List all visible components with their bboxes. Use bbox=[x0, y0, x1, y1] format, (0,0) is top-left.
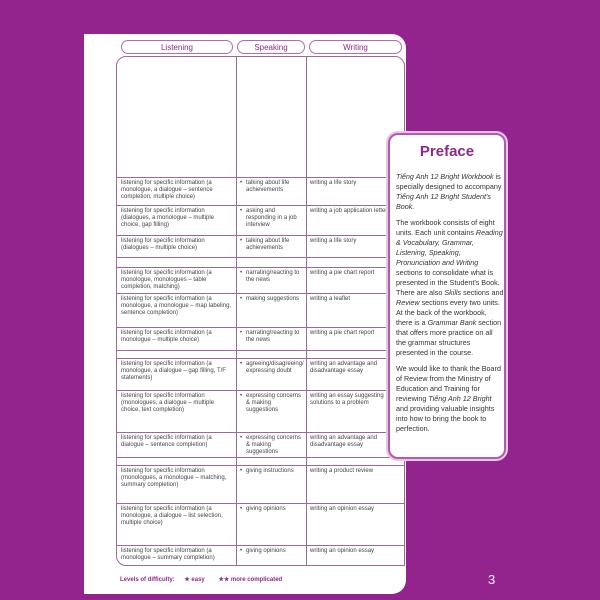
preface-text: sections every two units. At the back of the workbook, there is a bbox=[396, 298, 500, 327]
listening-cell: listening for specific information (a monologue, a dialogue – list selection, multiple choice) bbox=[121, 506, 223, 527]
section-name: Review bbox=[396, 298, 420, 307]
preface-box bbox=[388, 133, 506, 459]
speaking-cell: • asking and responding in a job interview bbox=[240, 208, 304, 230]
writing-cell: writing an opinion essay bbox=[310, 548, 375, 554]
preface-text: sections and bbox=[461, 288, 504, 297]
writing-cell: writing a pie chart report bbox=[310, 270, 375, 276]
writing-cell: writing a pie chart report bbox=[310, 330, 375, 336]
table-row bbox=[117, 177, 405, 205]
table-row bbox=[117, 545, 405, 566]
book-title: Tiếng Anh 12 Bright Student's Book. bbox=[396, 192, 491, 211]
writing-cell: writing a life story bbox=[310, 238, 357, 244]
writing-cell: writing an advantage and disadvantage essay bbox=[310, 361, 378, 375]
writing-cell: writing an advantage and disadvantage essay bbox=[310, 435, 378, 449]
section-name: Skills bbox=[444, 288, 462, 297]
listening-cell: listening for specific information (a monologue, a dialogue – gap filling, T/F statements) bbox=[121, 361, 226, 382]
speaking-cell: • narrating/reacting to the news bbox=[240, 270, 304, 284]
preface-text: is specially designed to accompany bbox=[396, 172, 502, 191]
difficulty-easy: ★ easy bbox=[184, 577, 205, 583]
preface-title: Preface bbox=[419, 143, 475, 160]
preface-text: and providing valuable insights into how to bring the book to perfection. bbox=[396, 404, 495, 433]
column-header-listening: Listening bbox=[121, 40, 233, 54]
table-row bbox=[117, 432, 405, 457]
skills-table bbox=[116, 56, 405, 566]
speaking-cell: • expressing concerns & making suggestions bbox=[240, 393, 304, 415]
difficulty-complicated: ★★ more complicated bbox=[218, 577, 283, 583]
preface-text: sections to consolidate what is presented in the Student's Book. There are also bbox=[396, 268, 500, 297]
listening-cell: listening for specific information (a monologue, monologues – table completion, matching) bbox=[121, 270, 212, 291]
preface-text: section that offers more practice on all the grammar structures presented in the course. bbox=[396, 318, 502, 357]
speaking-cell: • narrating/reacting to the news bbox=[240, 330, 304, 344]
preface-paragraph bbox=[396, 364, 504, 434]
unit-separator bbox=[117, 457, 405, 465]
listening-cell: listening for specific information (monologues, a monologue – matching, summary completion) bbox=[121, 468, 227, 489]
preface-paragraph bbox=[396, 218, 504, 358]
listening-cell: listening for specific information (dialogues – multiple choice) bbox=[121, 238, 205, 252]
section-name: Grammar Bank bbox=[427, 318, 477, 327]
preface-paragraph bbox=[396, 172, 504, 212]
book-title: Tiếng Anh 12 Bright bbox=[428, 394, 492, 403]
column-header-writing: Writing bbox=[309, 40, 402, 54]
section-names: Reading & Vocabulary, Grammar, Listening, Speaking, Pronunciation and Writing bbox=[396, 228, 503, 267]
unit-separator bbox=[117, 350, 405, 358]
speaking-cell: • agreeing/disagreeing/ expressing doubt bbox=[240, 361, 304, 375]
writing-cell: writing a job application letter bbox=[310, 208, 388, 214]
listening-cell: listening for specific information (a dialogue – sentence completion) bbox=[121, 435, 212, 449]
preface-text: We would like to thank the Board of Review from the Ministry of Education and Training for reviewing bbox=[396, 364, 501, 403]
writing-cell: writing a leaflet bbox=[310, 296, 351, 302]
preface-body bbox=[396, 172, 504, 440]
unit-separator bbox=[117, 257, 405, 267]
writing-cell: writing a life story bbox=[310, 180, 357, 186]
speaking-cell: • talking about life achievements bbox=[240, 238, 304, 252]
listening-cell: listening for specific information (a monologue, a dialogue – sentence completion, multiple choice) bbox=[121, 180, 213, 201]
speaking-cell: • giving opinions bbox=[240, 506, 304, 513]
column-header-speaking: Speaking bbox=[237, 40, 305, 54]
table-row bbox=[117, 267, 405, 293]
listening-cell: listening for specific information (a monologue, a monologue – map labeling, sentence completion) bbox=[121, 296, 232, 317]
speaking-cell: • talking about life achievements bbox=[240, 180, 304, 194]
book-title: Tiếng Anh 12 Bright Workbook bbox=[396, 172, 494, 181]
table-row bbox=[117, 503, 405, 545]
table-row bbox=[117, 205, 405, 235]
difficulty-label: Levels of difficulty: bbox=[120, 577, 175, 583]
table-row bbox=[117, 390, 405, 432]
listening-cell: listening for specific information (monologues, a dialogue – multiple choice, text completion) bbox=[121, 393, 215, 414]
speaking-cell: • making suggestions bbox=[240, 296, 304, 303]
page-number: 3 bbox=[488, 572, 496, 587]
table-row bbox=[117, 465, 405, 503]
writing-cell: writing an essay suggesting solutions to a problem bbox=[310, 393, 384, 407]
listening-cell: listening for specific information (a monologue – multiple choice) bbox=[121, 330, 212, 344]
table-row bbox=[117, 293, 405, 327]
table-row bbox=[117, 358, 405, 390]
preface-text: The workbook consists of eight units. Each unit contains bbox=[396, 218, 495, 237]
writing-cell: writing a product review bbox=[310, 468, 374, 474]
speaking-cell: • giving opinions bbox=[240, 548, 304, 555]
table-row bbox=[117, 327, 405, 350]
speaking-cell: • expressing concerns & making suggestions bbox=[240, 435, 304, 457]
writing-cell: writing an opinion essay bbox=[310, 506, 375, 512]
table-row bbox=[117, 235, 405, 257]
listening-cell: listening for specific information (a monologue – summary completion) bbox=[121, 548, 215, 562]
speaking-cell: • giving instructions bbox=[240, 468, 304, 475]
listening-cell: listening for specific information (dialogues, a monologue – multiple choice, gap filling) bbox=[121, 208, 215, 229]
difficulty-legend bbox=[120, 576, 294, 583]
